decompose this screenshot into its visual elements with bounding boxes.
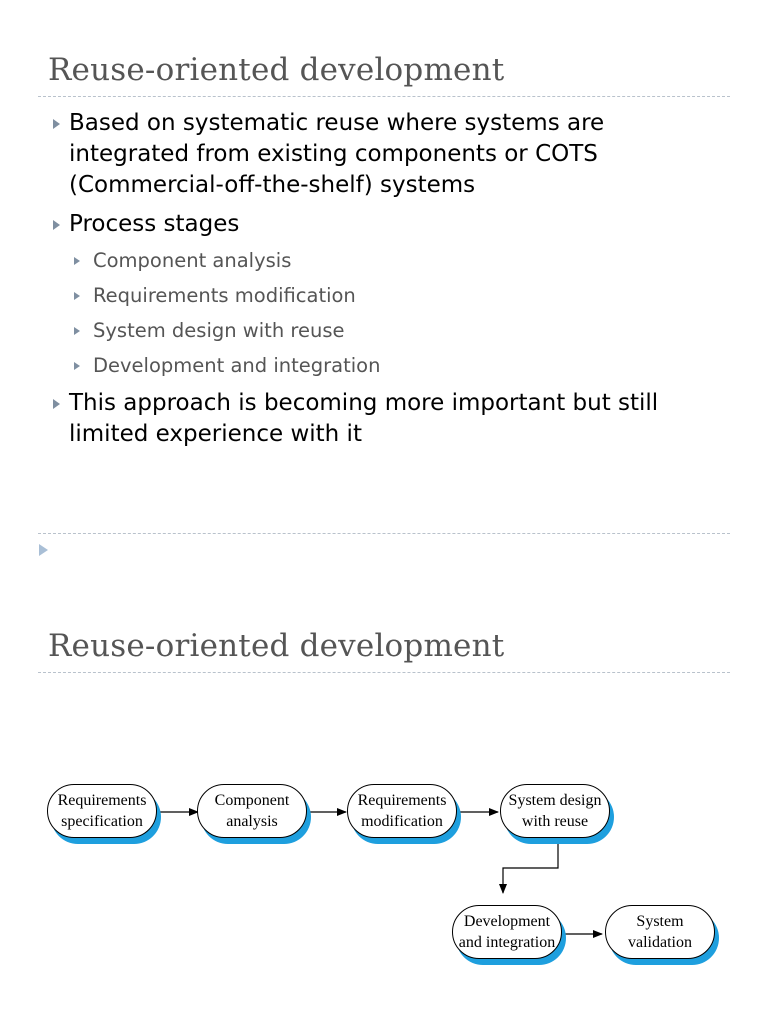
slide-title: Reuse-oriented development	[48, 52, 505, 88]
bullet-arrow-icon	[53, 119, 60, 129]
sub-bullet-item	[50, 318, 730, 344]
node-label: Requirements specification	[57, 792, 147, 830]
title-divider	[38, 96, 730, 97]
node-label: Development and integration	[458, 913, 556, 951]
sub-bullet-item	[50, 248, 730, 274]
node-component-analysis	[197, 784, 307, 838]
bullet-item	[50, 388, 730, 450]
node-label: Component analysis	[214, 792, 290, 830]
bullet-text: This approach is becoming more important but still limited experience with it	[69, 390, 659, 447]
bullet-arrow-icon	[74, 292, 80, 300]
sub-bullet-text: Component analysis	[93, 249, 292, 272]
node-requirements-specification	[47, 784, 157, 838]
bullet-text: Based on systematic reuse where systems are integrated from existing components or COTS (Commercial-off-the-shelf) systems	[69, 110, 605, 198]
node-requirements-modification	[347, 784, 457, 838]
bullet-arrow-icon	[53, 399, 60, 409]
slide-2	[0, 600, 768, 1024]
sub-bullet-text: System design with reuse	[93, 319, 345, 342]
bullet-arrow-icon	[74, 257, 80, 265]
bullet-item	[50, 108, 730, 201]
node-development-and-integration	[452, 905, 562, 959]
title-divider	[38, 672, 730, 673]
footer-divider	[38, 533, 730, 534]
arrow-design-to-development	[503, 840, 558, 893]
node-label: System design with reuse	[508, 792, 602, 830]
node-system-design-with-reuse	[500, 784, 610, 838]
node-label: System validation	[628, 913, 692, 951]
sub-bullet-text: Development and integration	[93, 354, 381, 377]
sub-bullet-item	[50, 353, 730, 379]
bullet-arrow-icon	[53, 220, 60, 230]
bullet-list	[50, 108, 730, 458]
bullet-arrow-icon	[74, 362, 80, 370]
slide-title: Reuse-oriented development	[48, 628, 505, 664]
sub-bullet-item	[50, 283, 730, 309]
bullet-item	[50, 209, 730, 240]
bullet-arrow-icon	[74, 327, 80, 335]
footer-arrow-icon	[39, 544, 48, 556]
node-system-validation	[605, 905, 715, 959]
bullet-text: Process stages	[69, 211, 240, 237]
node-label: Requirements modification	[357, 792, 447, 830]
sub-bullet-text: Requirements modification	[93, 284, 356, 307]
